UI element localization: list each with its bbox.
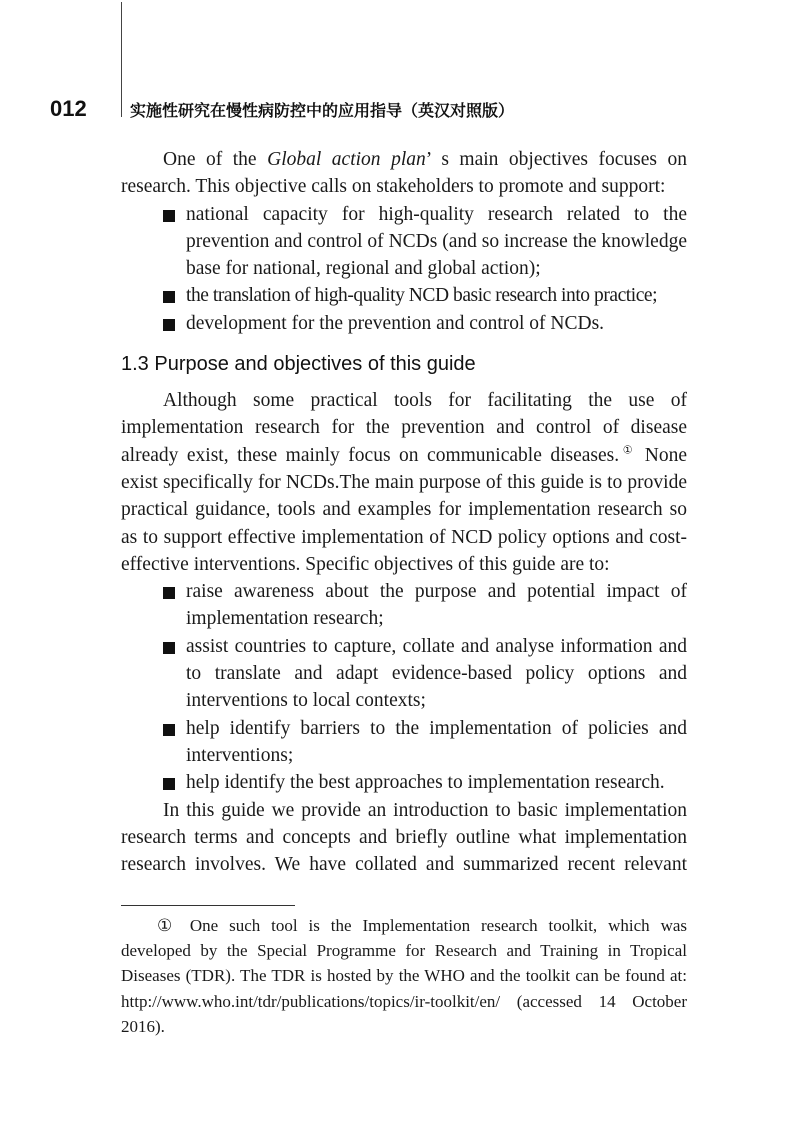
footnote-reference[interactable]: ① [619, 444, 637, 457]
paragraph-introduction: In this guide we provide an introduction to basic implementation research terms and concepts and briefly outline what implementation research involves. We have collated and summarized recent relevant [121, 799, 687, 876]
footnote [121, 913, 687, 1039]
square-bullet-icon [163, 642, 175, 654]
list-item-text: help identify barriers to the implementation of policies and interventions; [186, 717, 687, 766]
footnote-mark: ① [157, 916, 179, 935]
page-number: 012 [50, 96, 87, 121]
text-run: One of the [163, 149, 268, 170]
square-bullet-icon [163, 587, 175, 599]
list-item [121, 201, 687, 283]
text-run: Although some practical tools for facilitating the use of implementation research for the prevention and control of disease already exist, these mainly focus on communicable diseases. [121, 390, 687, 466]
page-body [121, 146, 687, 878]
list-item-text: assist countries to capture, collate and analyse information and to translate and adapt evidence-based policy options and interventions to local contexts; [186, 635, 687, 712]
footnote-text [121, 913, 687, 1039]
italic-title: Global action plan [267, 149, 426, 170]
list-item [121, 310, 687, 337]
paragraph-intro [121, 146, 687, 201]
list-item-text: help identify the best approaches to implementation research. [186, 772, 665, 794]
list-item [121, 578, 687, 633]
list-item [121, 282, 687, 309]
objectives-list [121, 201, 687, 337]
paragraph-purpose [121, 387, 687, 578]
list-item-text: the translation of high-quality NCD basic research into practice; [186, 285, 658, 307]
list-item [121, 769, 687, 796]
specific-objectives-list [121, 578, 687, 796]
square-bullet-icon [163, 319, 175, 331]
square-bullet-icon [163, 778, 175, 790]
square-bullet-icon [163, 291, 175, 303]
footnote-divider [121, 905, 295, 906]
header-vertical-rule [121, 2, 122, 117]
list-item-text: raise awareness about the purpose and potential impact of implementation research; [186, 581, 687, 630]
text-run: One such tool is the Implementation research toolkit, which was developed by the Special Programme for Research and Training in Tropical Diseases (TDR). The TDR is hosted by the WHO and the toolkit can be found at: http://www.who.int/tdr/publications/topics/ir-toolkit/en/ (accessed 14 October 2016). [121, 916, 688, 1036]
text-run: None exist specifically for NCDs.The main purpose of this guide is to provide practical guidance, tools and examples for implementation research so as to support effective implementation of NCD policy options and cost-effective interventions. Specific objectives of this guide are to: [121, 444, 687, 575]
list-item-text: development for the prevention and control of NCDs. [186, 312, 605, 334]
list-item-text: national capacity for high-quality research related to the prevention and control of NCDs (and so increase the knowledge base for national, regional and global action); [186, 203, 687, 280]
running-title: 实施性研究在慢性病防控中的应用指导（英汉对照版） [130, 101, 515, 120]
text-run: ’ s main objectives focuses on research. This objective calls on stakeholders to promote and support: [121, 149, 688, 198]
list-item [121, 715, 687, 770]
square-bullet-icon [163, 724, 175, 736]
square-bullet-icon [163, 210, 175, 222]
section-heading: 1.3 Purpose and objectives of this guide [121, 353, 476, 376]
list-item [121, 633, 687, 715]
